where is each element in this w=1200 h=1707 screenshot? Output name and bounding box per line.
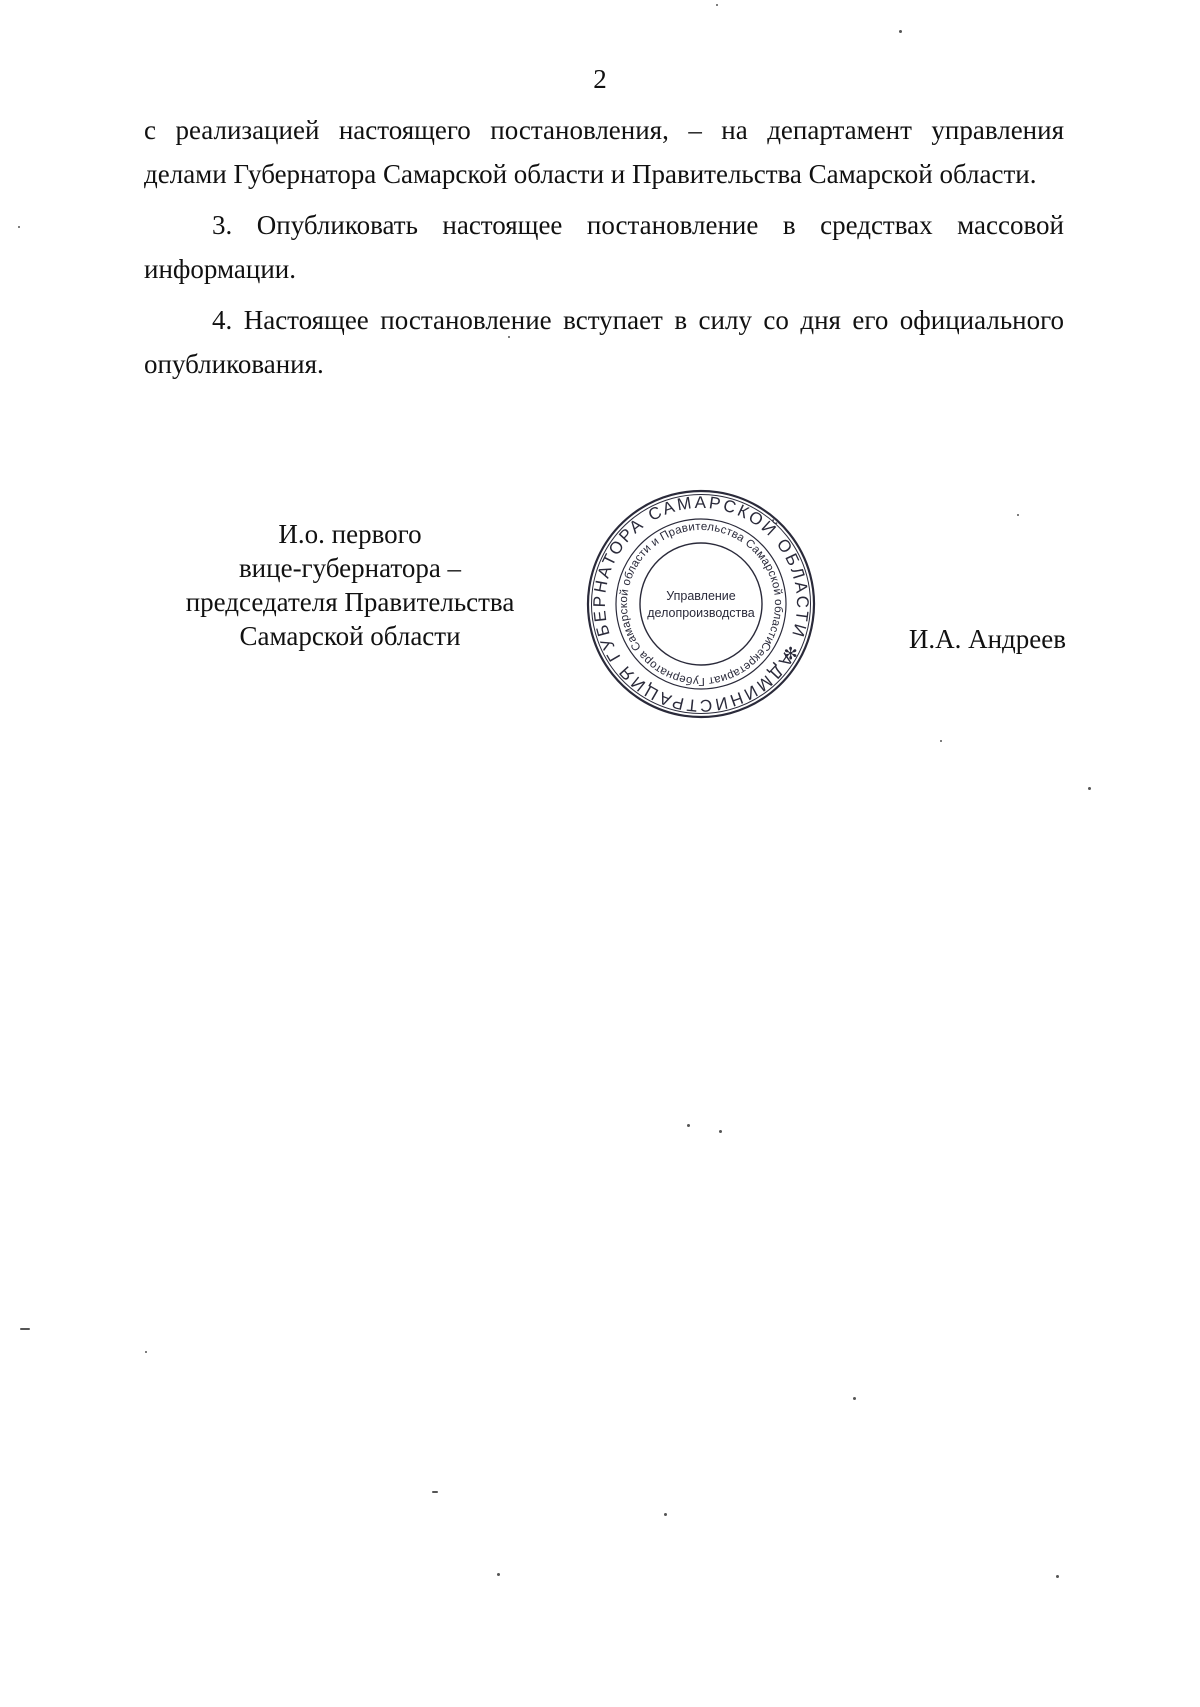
scan-speck	[719, 1130, 722, 1133]
signatory-position-line: председателя Правительства	[185, 587, 515, 617]
paragraph-item-4: 4. Настоящее постановление вступает в силу со дня его официального опубликования.	[144, 305, 1064, 379]
paragraph-continuation: с реализацией настоящего постановления, – на департамент управления делами Губернатора Самарской области и Правительства Самарской области.	[144, 115, 1064, 189]
scan-speck	[664, 1513, 667, 1516]
scan-speck	[432, 1491, 438, 1493]
seal-center-line-1: Управление	[666, 589, 736, 603]
seal-inner-ring: Секретариат Губернатора Самарской области и Правительства Самарской области	[617, 520, 785, 688]
paragraph-item-3: 3. Опубликовать настоящее постановление в средствах массовой информации.	[144, 210, 1064, 284]
signatory-position-line: Самарской области	[239, 621, 461, 651]
scan-speck	[20, 1328, 30, 1330]
scan-speck	[1088, 787, 1091, 790]
signatory-name: И.А. Андреев	[908, 624, 1066, 654]
scan-speck	[899, 30, 902, 33]
seal-center-line-2: делопроизводства	[647, 606, 755, 620]
scan-speck	[1056, 1575, 1059, 1578]
scan-speck	[716, 4, 718, 6]
document-body	[144, 108, 1064, 393]
seal-outer-ring: АДМИНИСТРАЦИЯ ГУБЕРНАТОРА САМАРСКОЙ ОБЛАСТИ ✻	[589, 492, 813, 716]
official-seal	[583, 486, 819, 722]
signatory-position-line: вице-губернатора –	[238, 553, 462, 583]
scan-speck	[853, 1397, 856, 1400]
scan-speck	[145, 1351, 147, 1353]
signatory-position-line: И.о. первого	[278, 519, 422, 549]
signatory-position	[150, 517, 550, 653]
scan-speck	[940, 740, 942, 742]
scan-speck	[508, 336, 510, 338]
scan-speck	[1017, 514, 1019, 516]
scan-speck	[687, 1124, 690, 1127]
scan-speck	[497, 1573, 500, 1576]
scan-speck	[18, 226, 20, 228]
page-number: 2	[593, 64, 607, 94]
